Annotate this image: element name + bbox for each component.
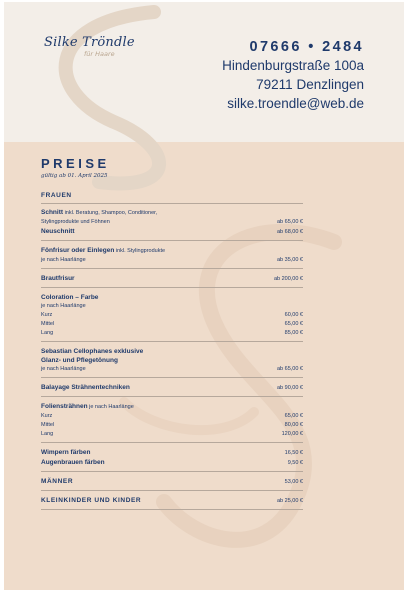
item-tinting [41,448,303,468]
divider [41,268,303,269]
item-balayage [41,383,303,393]
item-braut [41,274,303,284]
street-address: Hindenburgstraße 100a [222,58,364,73]
item-desc: inkl. Beratung, Shampoo, Conditioner, [64,210,158,216]
city-address: 79211 Denzlingen [256,77,364,92]
item-desc: je nach Haarlänge [41,303,86,309]
item-desc: je nach Haarlänge [89,404,134,410]
item-price: 85,00 € [284,330,303,336]
item-cellophanes [41,347,303,374]
divider [41,203,303,204]
item-name: Augenbrauen färben [41,459,105,466]
item-coloration [41,293,303,338]
price-list-page [4,2,404,590]
length-label: Lang [41,330,54,336]
divider [41,442,303,443]
item-price: ab 68,00 € [277,229,303,235]
logo-tagline: für Haare [84,50,115,58]
item-name: Fönfrisur oder Einlegen [41,247,115,254]
phone-number: 07666 • 2484 [249,39,364,55]
divider [41,396,303,397]
length-label: Lang [41,431,54,437]
item-price: ab 90,00 € [277,385,303,391]
email-address: silke.troendle@web.de [227,96,364,111]
item-price: 120,00 € [281,431,303,437]
divider [41,509,303,510]
logo-name: Silke Tröndle [44,35,135,50]
divider [41,471,303,472]
item-name: Coloration – Farbe [41,294,99,301]
price-list-title: PREISE [41,156,110,171]
item-price: 65,00 € [284,321,303,327]
length-label: Kurz [41,312,53,318]
item-price: 16,50 € [284,450,303,456]
salon-logo [44,35,164,58]
item-price: 9,50 € [287,460,303,466]
item-price: 60,00 € [284,312,303,318]
length-label: Kurz [41,413,53,419]
item-desc: inkl. Stylingprodukte [115,248,166,254]
item-price: ab 200,00 € [273,276,303,282]
item-name: Sebastian Cellophanes exklusive [41,348,144,355]
item-price: 53,00 € [284,479,303,485]
item-foehn [41,246,303,265]
item-name: Brautfrisur [41,275,75,282]
item-desc: Stylingprodukte und Föhnen [41,219,110,225]
item-schnitt [41,208,303,237]
section-women: FRAUEN [41,192,72,199]
item-price: ab 65,00 € [277,219,303,225]
contact-block [222,38,364,113]
divider [41,287,303,288]
validity-note: gültig ab 01. April 2025 [41,173,108,179]
section-men [41,477,303,487]
length-label: Mittel [41,422,55,428]
divider [41,490,303,491]
item-price: ab 25,00 € [277,498,303,504]
section-kids-title: KLEINKINDER UND KINDER [41,497,142,504]
item-price: ab 35,00 € [277,257,303,263]
divider [41,341,303,342]
item-name: Neuschnitt [41,228,75,235]
length-label: Mittel [41,321,55,327]
item-desc: je nach Haarlänge [41,257,86,263]
item-price: ab 65,00 € [277,366,303,372]
section-kids [41,496,303,506]
item-name: Foliensträhnen [41,403,88,410]
item-name: Balayage Strähnentechniken [41,384,130,391]
item-name: Schnitt [41,209,64,216]
price-list [41,157,303,510]
item-price: 80,00 € [284,422,303,428]
item-name: Glanz- und Pflegetönung [41,357,118,364]
item-foil [41,402,303,439]
item-name: Wimpern färben [41,449,91,456]
divider [41,240,303,241]
item-price: 65,00 € [284,413,303,419]
section-men-title: MÄNNER [41,478,74,485]
item-desc: je nach Haarlänge [41,366,86,372]
divider [41,377,303,378]
